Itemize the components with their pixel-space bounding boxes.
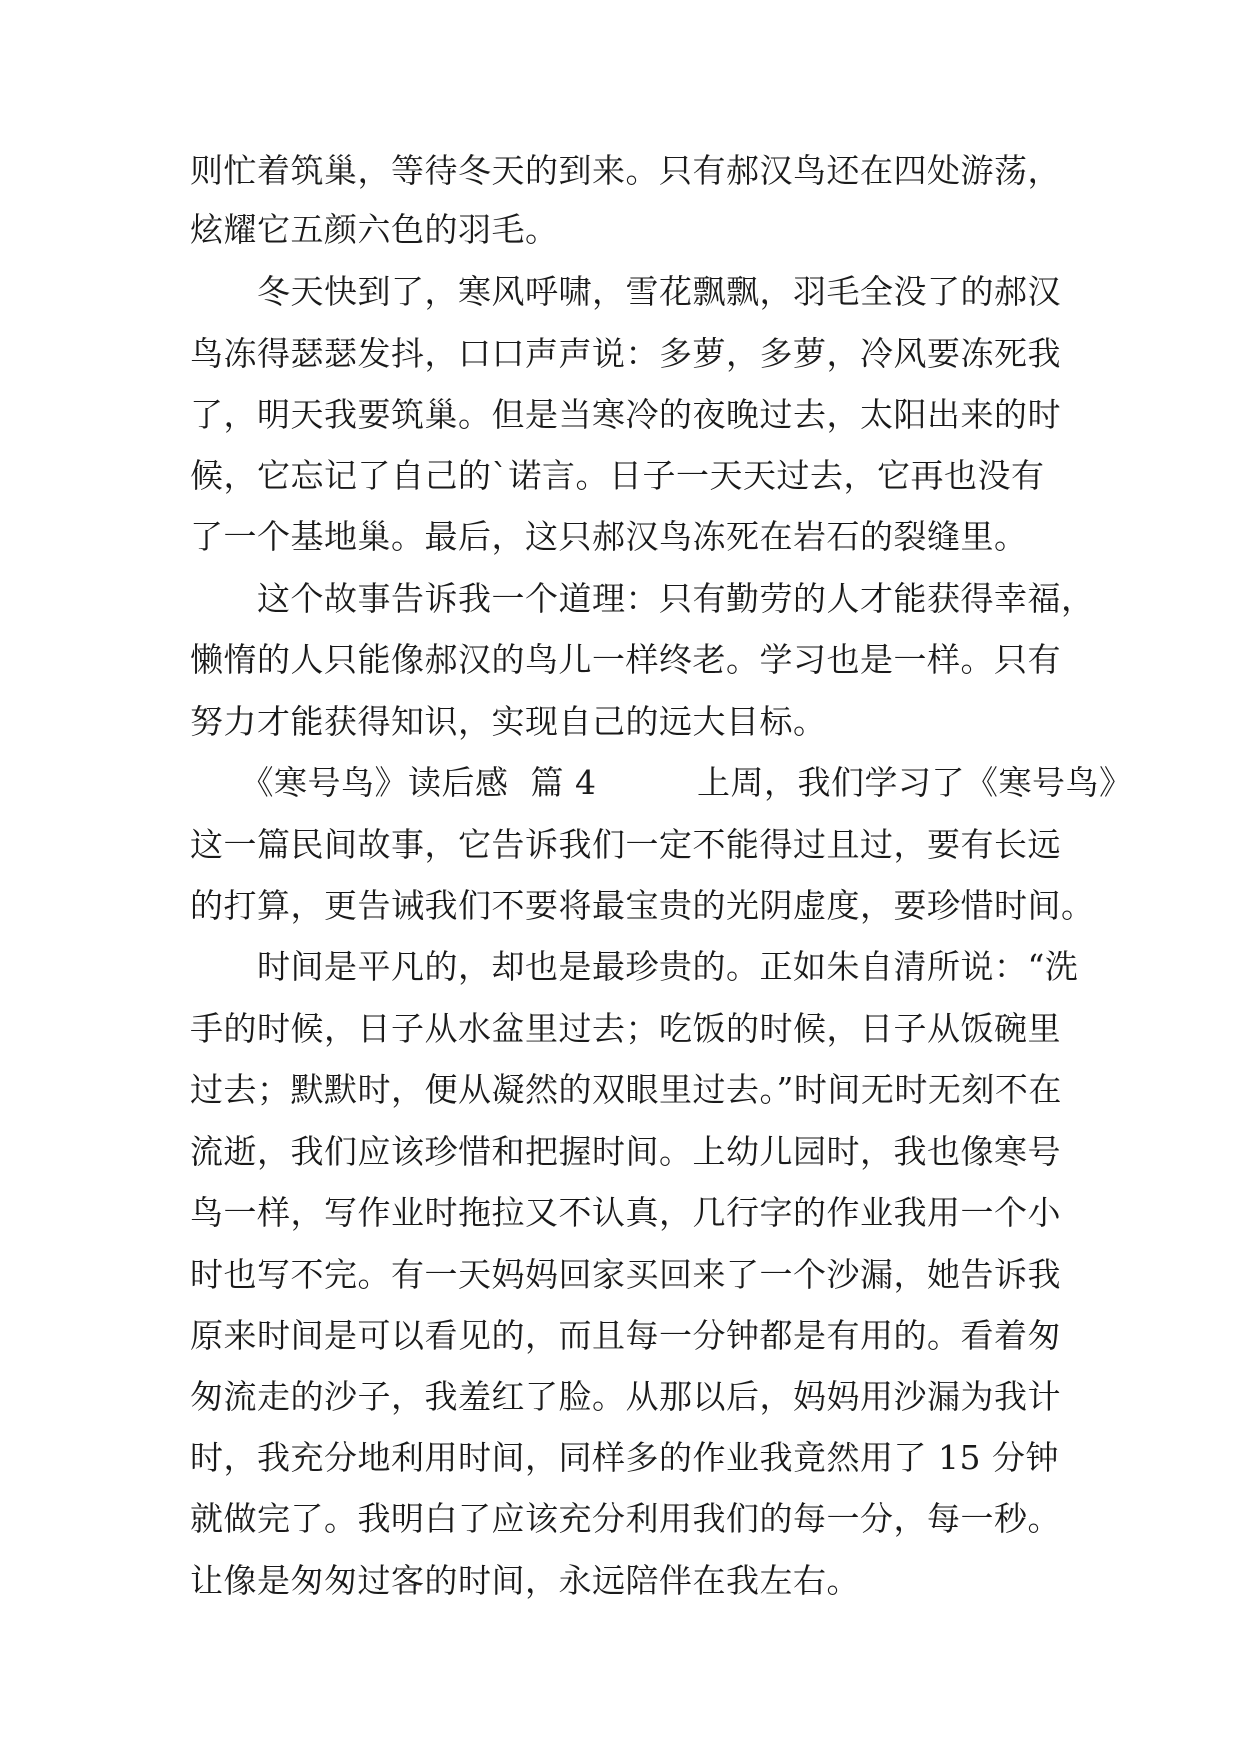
- text-line: 这一篇民间故事，它告诉我们一定不能得过且过，要有长远: [190, 825, 1061, 864]
- text-line: 则忙着筑巢，等待冬天的到来。只有郝汉鸟还在四处游荡，: [190, 151, 1061, 190]
- text-line: 冬天快到了，寒风呼啸，雪花飘飘，羽毛全没了的郝汉: [190, 272, 1061, 311]
- section-heading-line: 《寒号鸟》读后感 篇 4 上周，我们学习了《寒号鸟》: [190, 763, 1133, 802]
- text-line: 过去；默默时，便从凝然的双眼里过去。”时间无时无刻不在: [190, 1070, 1062, 1109]
- text-line: 努力才能获得知识，实现自己的远大目标。: [190, 702, 827, 741]
- text-line: 懒惰的人只能像郝汉的鸟儿一样终老。学习也是一样。只有: [190, 640, 1061, 679]
- text-line: 这个故事告诉我一个道理：只有勤劳的人才能获得幸福，: [190, 579, 1095, 618]
- text-line: 流逝，我们应该珍惜和把握时间。上幼儿园时，我也像寒号: [190, 1132, 1061, 1171]
- text-line: 时，我充分地利用时间，同样多的作业我竟然用了 15 分钟: [190, 1438, 1059, 1477]
- text-line: 原来时间是可以看见的，而且每一分钟都是有用的。看着匆: [190, 1316, 1061, 1355]
- text-line: 候，它忘记了自己的`诺言。日子一天天过去，它再也没有: [190, 456, 1045, 495]
- text-line: 让像是匆匆过客的时间，永远陪伴在我左右。: [190, 1561, 860, 1600]
- text-line: 鸟冻得瑟瑟发抖，口口声声说：多萝，多萝，冷风要冻死我: [190, 334, 1061, 373]
- text-line: 的打算，更告诫我们不要将最宝贵的光阴虚度，要珍惜时间。: [190, 886, 1095, 925]
- text-line: 了，明天我要筑巢。但是当寒冷的夜晚过去，太阳出来的时: [190, 395, 1061, 434]
- text-line: 就做完了。我明白了应该充分利用我们的每一分，每一秒。: [190, 1499, 1061, 1538]
- text-line: 手的时候，日子从水盆里过去；吃饭的时候，日子从饭碗里: [190, 1009, 1061, 1048]
- text-line: 时间是平凡的，却也是最珍贵的。正如朱自清所说：“洗: [190, 947, 1079, 986]
- text-line: 鸟一样，写作业时拖拉又不认真，几行字的作业我用一个小: [190, 1193, 1061, 1232]
- text-line: 了一个基地巢。最后，这只郝汉鸟冻死在岩石的裂缝里。: [190, 517, 1028, 556]
- text-line: 时也写不完。有一天妈妈回家买回来了一个沙漏，她告诉我: [190, 1255, 1061, 1294]
- text-line: 匆流走的沙子，我羞红了脸。从那以后，妈妈用沙漏为我计: [190, 1377, 1061, 1416]
- text-line: 炫耀它五颜六色的羽毛。: [190, 210, 559, 249]
